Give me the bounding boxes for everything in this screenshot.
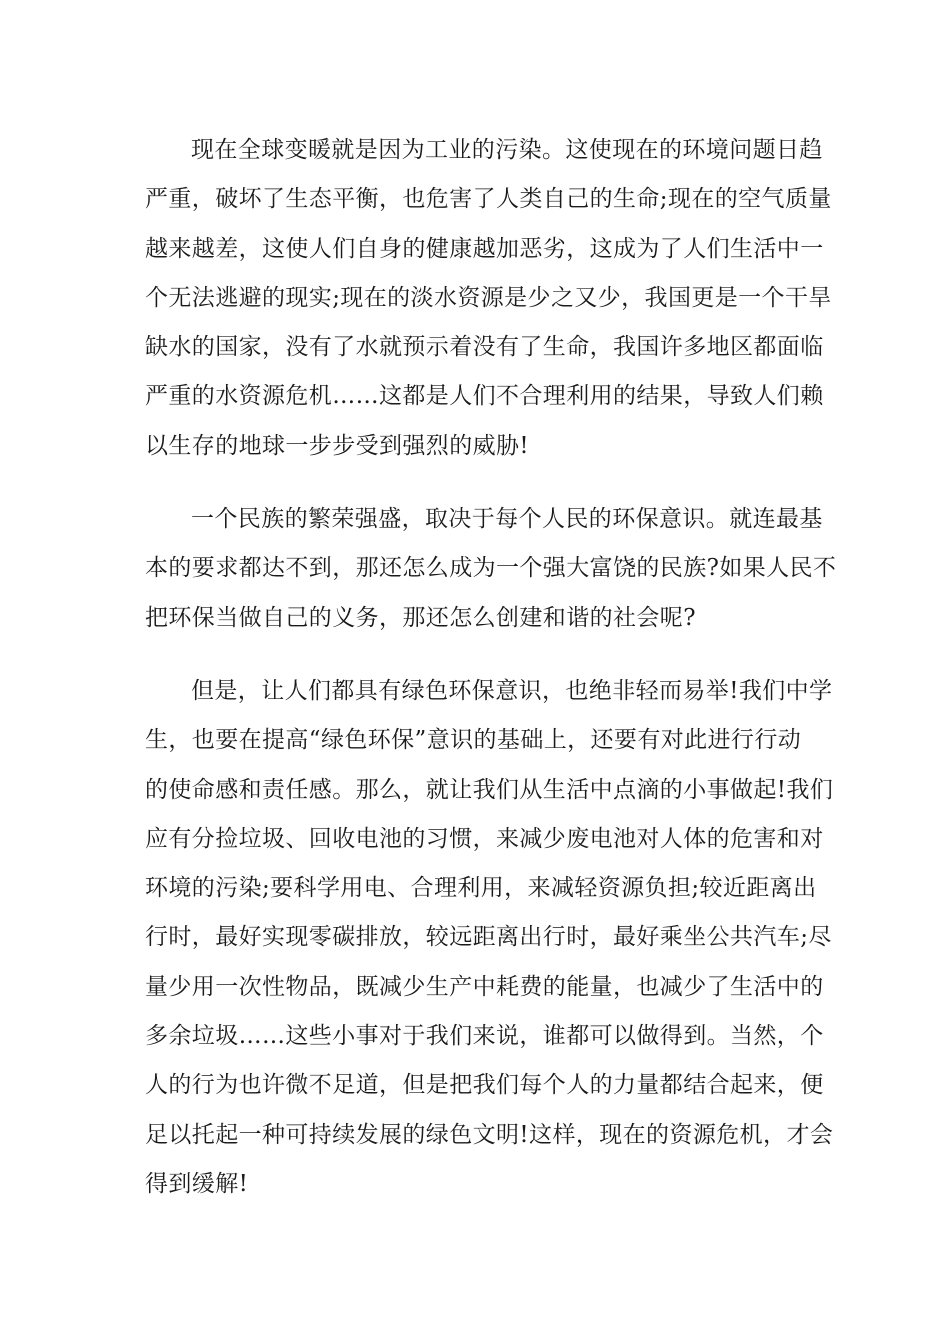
paragraph [145, 126, 832, 471]
text-line: 严重的水资源危机……这都是人们不合理利用的结果，导致人们赖 [145, 383, 824, 410]
text-line: 个无法逃避的现实;现在的淡水资源是少之又少，我国更是一个干旱 [145, 284, 832, 311]
text-line: 人的行为也许微不足道，但是把我们每个人的力量都结合起来，便 [145, 1072, 824, 1099]
text-line: 应有分捡垃圾、回收电池的习惯，来减少废电池对人体的危害和对 [145, 825, 824, 852]
text-line: 足以托起一种可持续发展的绿色文明!这样，现在的资源危机，才会 [145, 1121, 834, 1148]
text-line: 但是，让人们都具有绿色环保意识，也绝非轻而易举!我们中学 [191, 677, 833, 704]
text-line: 一个民族的繁荣强盛，取决于每个人民的环保意识。就连最基 [191, 506, 823, 533]
text-line: 现在全球变暖就是因为工业的污染。这使现在的环境问题日趋 [191, 137, 823, 163]
text-line: 严重，破坏了生态平衡，也危害了人类自己的生命;现在的空气质量 [145, 186, 832, 213]
text-line: 越来越差，这使人们自身的健康越加恶劣，这成为了人们生活中一 [145, 235, 824, 262]
paragraph [145, 667, 834, 1209]
paragraph-gap [145, 643, 810, 667]
paragraph [145, 495, 837, 643]
text-line: 缺水的国家，没有了水就预示着没有了生命，我国许多地区都面临 [145, 334, 824, 361]
text-line: 环境的污染;要科学用电、合理利用，来减轻资源负担;较近距离出 [145, 875, 817, 902]
paragraph-gap [145, 471, 810, 495]
text-line: 得到缓解! [145, 1170, 249, 1197]
text-line: 多余垃圾……这些小事对于我们来说，谁都可以做得到。当然，个 [145, 1023, 824, 1050]
text-line: 量少用一次性物品，既减少生产中耗费的能量，也减少了生活中的 [145, 973, 824, 1000]
text-line: 以生存的地球一步步受到强烈的威胁! [145, 432, 530, 459]
text-line: 行时，最好实现零碳排放，较远距离出行时，最好乘坐公共汽车;尽 [145, 924, 832, 951]
text-line: 把环保当做自己的义务，那还怎么创建和谐的社会呢? [145, 604, 696, 631]
text-line: 的使命感和责任感。那么，就让我们从生活中点滴的小事做起!我们 [145, 776, 834, 803]
text-line: 本的要求都达不到，那还怎么成为一个强大富饶的民族?如果人民不 [145, 555, 837, 582]
text-line: 生，也要在提高“绿色环保”意识的基础上，还要有对此进行行动 [145, 727, 802, 754]
document-body [145, 126, 837, 1209]
